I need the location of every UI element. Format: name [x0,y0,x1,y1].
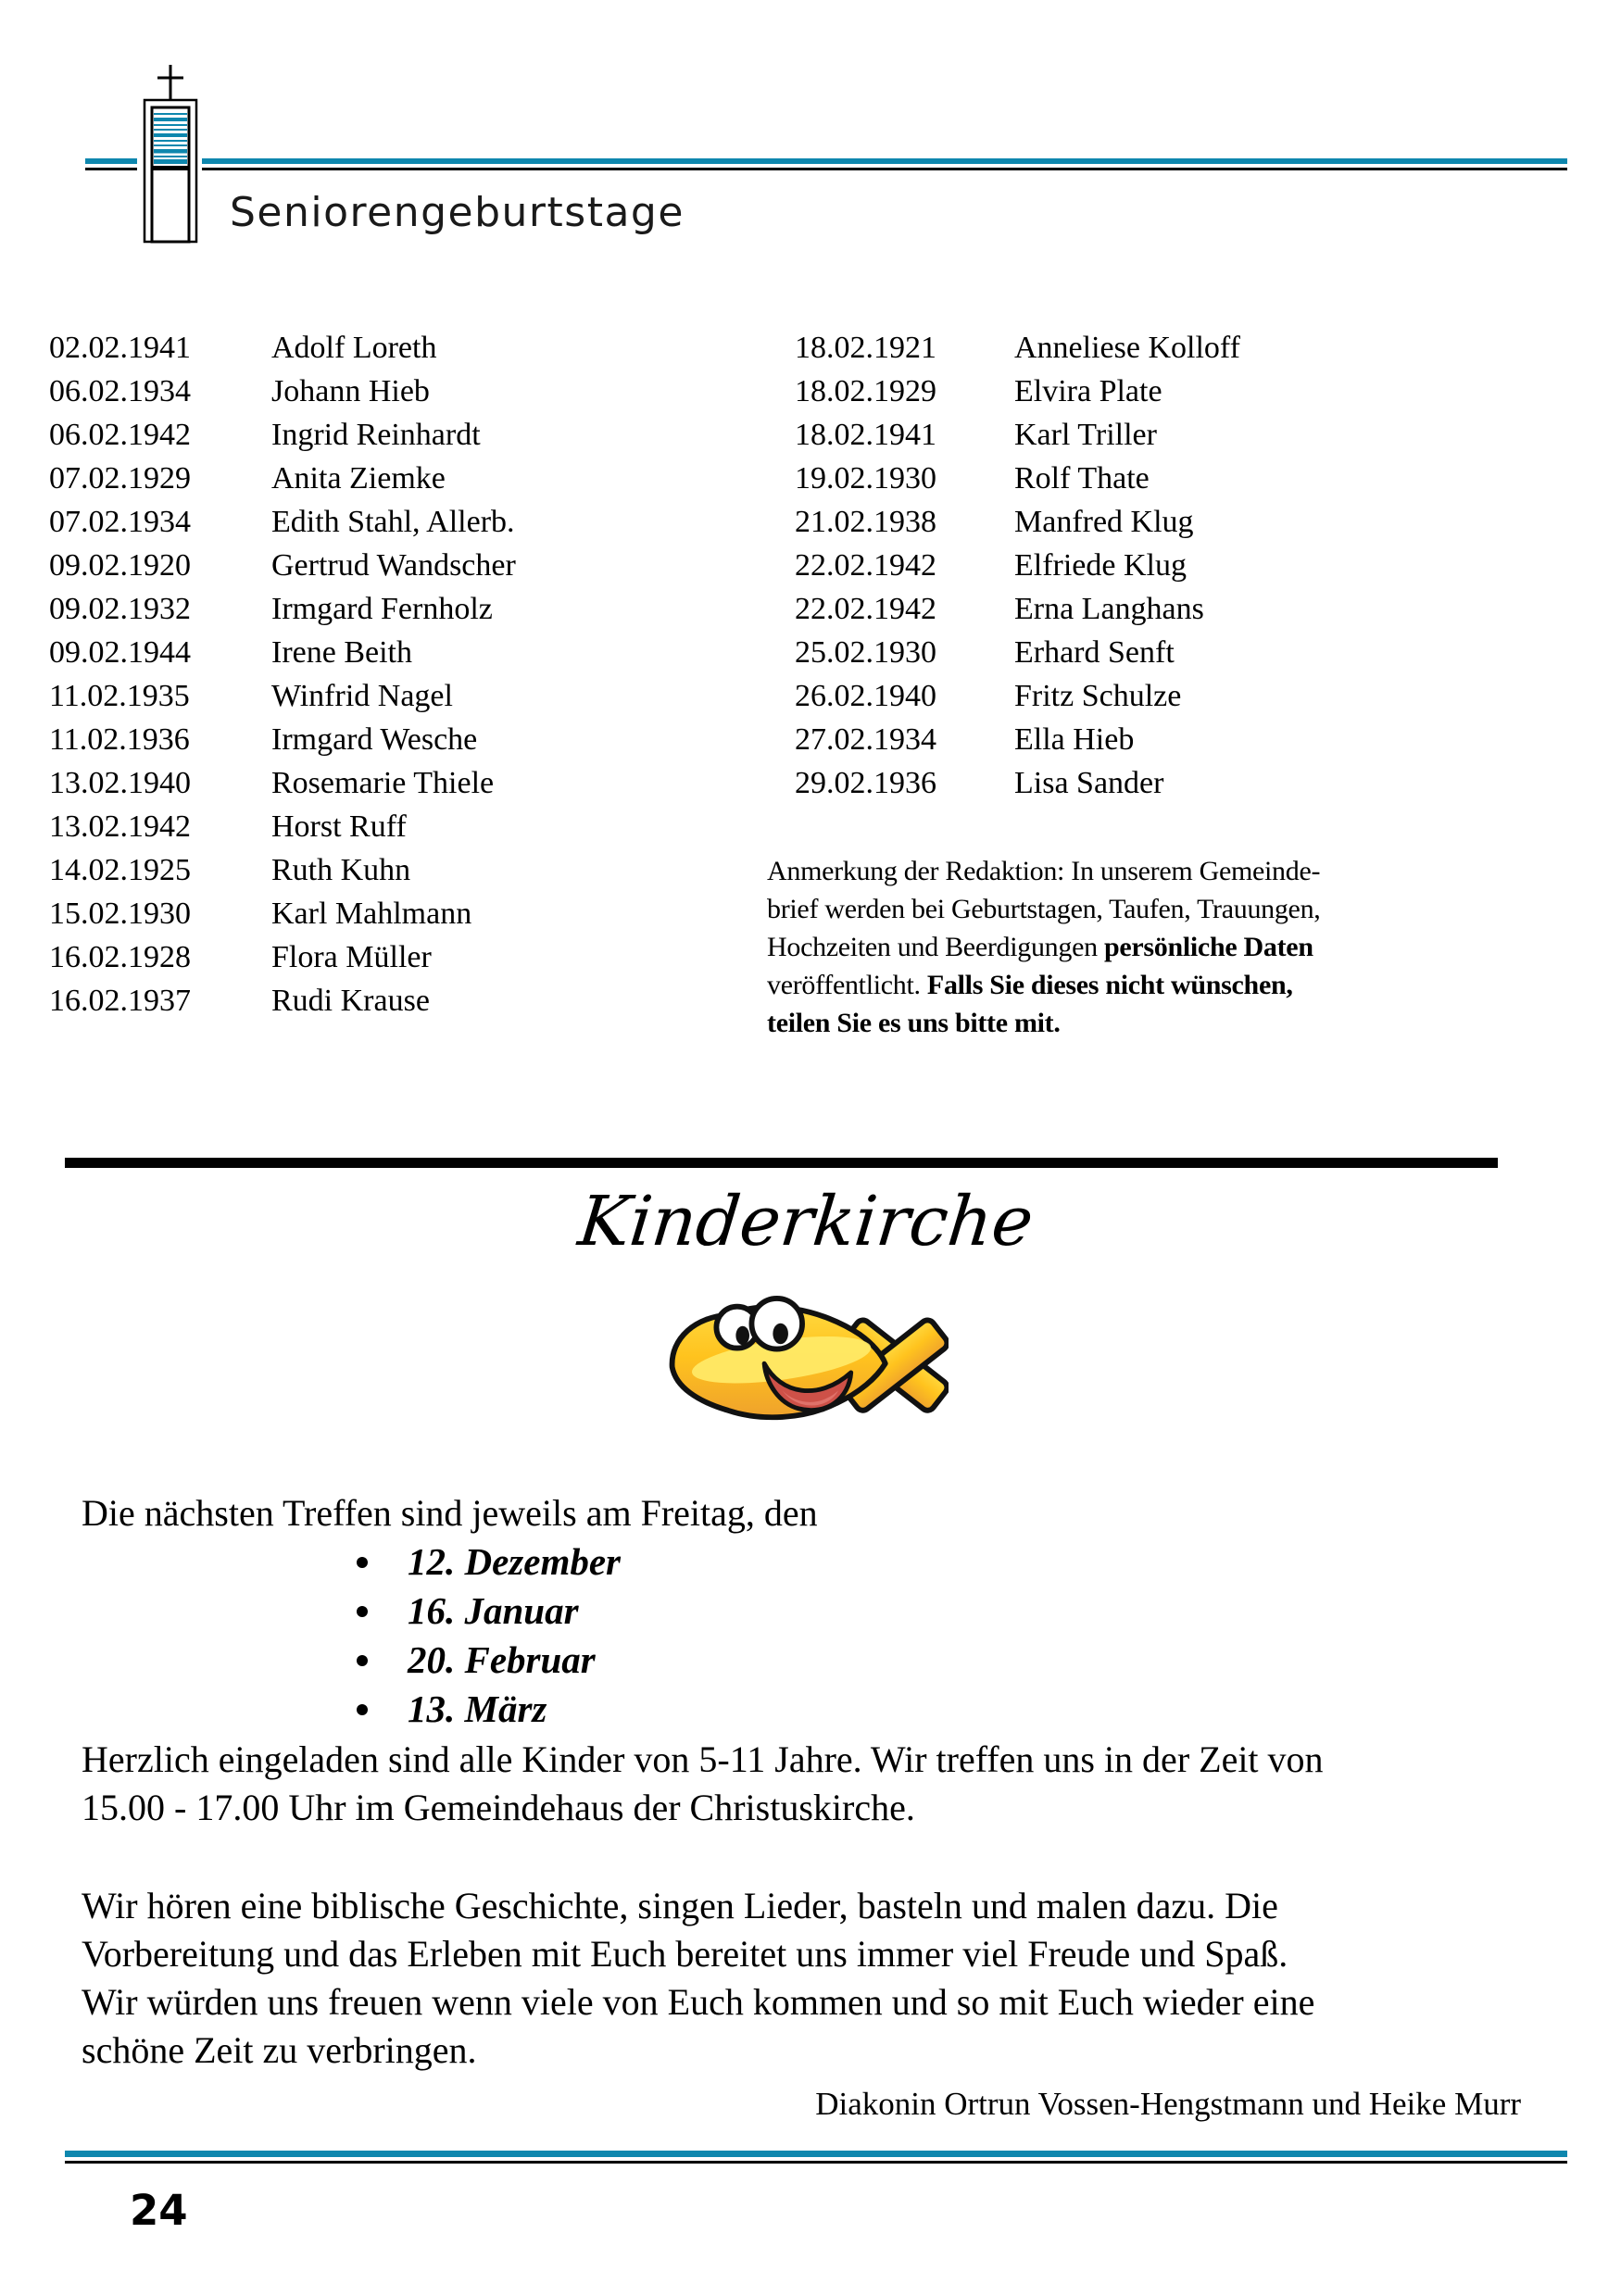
cross-icon [157,65,183,100]
birthday-name: Irmgard Fernholz [271,592,493,626]
birthday-date: 29.02.1936 [795,766,936,800]
bullet-dot-icon [357,1606,368,1617]
birthday-date: 06.02.1942 [49,418,191,452]
bullet-dot-icon [357,1704,368,1715]
meeting-date-item [357,1537,621,1587]
birthday-row [49,500,516,544]
editorial-note [767,852,1429,1042]
birthday-row [49,413,516,457]
paragraph-line: Herzlich eingeladen sind alle Kinder von 5-11 Jahre. Wir treffen uns in der Zeit von [82,1738,1324,1780]
birthday-date: 15.02.1930 [49,897,191,931]
tower-belt-line [152,166,189,170]
birthday-date: 11.02.1936 [49,722,190,757]
birthday-date: 09.02.1920 [49,548,191,583]
birthday-name: Elfriede Klug [1014,548,1187,583]
birthday-date: 14.02.1925 [49,853,191,887]
section-divider [65,1158,1498,1168]
meeting-date-item [357,1587,621,1636]
birthday-date: 09.02.1932 [49,592,191,626]
birthday-name: Karl Mahlmann [271,897,472,931]
note-line [767,928,1429,966]
note-line [767,890,1429,928]
footer-rule-teal [65,2151,1567,2157]
meetings-intro: Die nächsten Treffen sind jeweils am Freitag, den [82,1492,818,1534]
birthday-row [49,674,516,718]
birthday-date: 16.02.1928 [49,940,191,974]
birthday-row [795,718,1240,761]
birthday-row [49,370,516,413]
birthday-date: 19.02.1930 [795,461,936,496]
meeting-date-item [357,1685,621,1734]
bullet-dot-icon [357,1557,368,1568]
paragraph-line: schöne Zeit zu verbringen. [82,2029,477,2071]
smiling-fish-icon [660,1287,949,1450]
meeting-date-text: 13. März [408,1687,547,1730]
birthday-date: 09.02.1944 [49,635,191,670]
birthday-name: Rudi Krause [271,984,430,1018]
header-rule-black-left [85,168,137,170]
tower-inner-wall [152,107,189,242]
birthday-date: 18.02.1921 [795,331,936,365]
meeting-dates-list [357,1537,621,1734]
birthday-name: Flora Müller [271,940,432,974]
birthday-date: 22.02.1942 [795,548,936,583]
birthday-row [49,761,516,805]
bullet-dot-icon [357,1655,368,1666]
note-text: Hochzeiten und Beerdigungen [767,932,1104,962]
paragraph-line: Wir hören eine biblische Geschichte, singen Lieder, basteln und malen dazu. Die [82,1885,1278,1926]
paragraph-activities [82,1882,1314,2075]
birthday-row [795,674,1240,718]
birthday-row [49,631,516,674]
birthday-date: 16.02.1937 [49,984,191,1018]
birthday-name: Rosemarie Thiele [271,766,495,800]
birthday-row [49,805,516,848]
note-text: teilen Sie es uns bitte mit. [767,1008,1061,1038]
birthday-row [795,500,1240,544]
birthday-date: 13.02.1942 [49,809,191,844]
birthday-date: 02.02.1941 [49,331,191,365]
birthday-row [49,848,516,892]
birthday-row [49,892,516,935]
birthday-date: 11.02.1935 [49,679,190,713]
birthday-date: 06.02.1934 [49,374,191,408]
meeting-date-text: 12. Dezember [408,1540,622,1583]
birthday-name: Anita Ziemke [271,461,446,496]
birthday-row [49,935,516,979]
birthday-row [795,587,1240,631]
birthday-row [795,457,1240,500]
birthday-row [49,587,516,631]
birthday-row [49,979,516,1023]
birthday-name: Fritz Schulze [1014,679,1182,713]
birthday-date: 13.02.1940 [49,766,191,800]
note-text: veröffentlicht. [767,970,927,1000]
header-rule-black-right [202,168,1567,170]
meeting-date-item [357,1636,621,1685]
paragraph-line: 15.00 - 17.00 Uhr im Gemeindehaus der Christuskirche. [82,1787,915,1828]
birthday-row [795,413,1240,457]
birthday-name: Elvira Plate [1014,374,1162,408]
birthday-row [49,326,516,370]
birthday-name: Manfred Klug [1014,505,1194,539]
birthday-name: Ella Hieb [1014,722,1135,757]
birthday-name: Erhard Senft [1014,635,1175,670]
note-line [767,1004,1429,1042]
birthday-row [49,718,516,761]
signature: Diakonin Ortrun Vossen-Hengstmann und Heike Murr [815,2086,1521,2122]
birthday-name: Winfrid Nagel [271,679,453,713]
birthday-row [795,761,1240,805]
meeting-date-text: 16. Januar [408,1589,579,1632]
paragraph-invitation [82,1736,1324,1832]
birthday-row [49,457,516,500]
birthday-date: 07.02.1929 [49,461,191,496]
page-title: Seniorengeburtstage [230,189,685,236]
church-tower-icon [142,63,199,244]
birthday-name: Ruth Kuhn [271,853,411,887]
note-line [767,966,1429,1004]
birthday-list-right [795,326,1240,805]
birthday-row [795,370,1240,413]
note-text: brief werden bei Geburtstagen, Taufen, Trauungen, [767,894,1321,924]
birthday-name: Irene Beith [271,635,412,670]
birthday-date: 25.02.1930 [795,635,936,670]
note-text: persönliche Daten [1103,932,1313,962]
note-text: Falls Sie dieses nicht wünschen, [926,970,1293,1000]
birthday-name: Rolf Thate [1014,461,1150,496]
birthday-name: Ingrid Reinhardt [271,418,481,452]
birthday-name: Lisa Sander [1014,766,1164,800]
birthday-name: Edith Stahl, Allerb. [271,505,515,539]
birthday-date: 21.02.1938 [795,505,936,539]
birthday-name: Horst Ruff [271,809,407,844]
birthday-list-left [49,326,516,1023]
birthday-row [795,631,1240,674]
header-rule-teal-left [85,158,137,164]
birthday-date: 18.02.1941 [795,418,936,452]
birthday-date: 22.02.1942 [795,592,936,626]
birthday-name: Adolf Loreth [271,331,437,365]
birthday-row [795,544,1240,587]
header-rule-teal-right [202,158,1567,164]
birthday-name: Gertrud Wandscher [271,548,516,583]
birthday-row [49,544,516,587]
note-line [767,852,1429,890]
paragraph-line: Vorbereitung und das Erleben mit Euch bereitet uns immer viel Freude und Spaß. [82,1933,1288,1975]
kinderkirche-heading: Kinderkirche [574,1182,1037,1261]
page-number: 24 [130,2186,188,2235]
birthday-date: 18.02.1929 [795,374,936,408]
birthday-name: Johann Hieb [271,374,430,408]
birthday-name: Erna Langhans [1014,592,1204,626]
birthday-name: Karl Triller [1014,418,1157,452]
birthday-name: Irmgard Wesche [271,722,478,757]
fish-eyes [716,1299,802,1349]
birthday-date: 26.02.1940 [795,679,936,713]
note-text: Anmerkung der Redaktion: In unserem Gemeinde- [767,856,1321,886]
meeting-date-text: 20. Februar [408,1638,596,1681]
footer-rule-black [65,2161,1567,2164]
paragraph-line: Wir würden uns freuen wenn viele von Euch kommen und so mit Euch wieder eine [82,1981,1315,2023]
birthday-name: Anneliese Kolloff [1014,331,1240,365]
birthday-date: 07.02.1934 [49,505,191,539]
birthday-date: 27.02.1934 [795,722,936,757]
birthday-row [795,326,1240,370]
